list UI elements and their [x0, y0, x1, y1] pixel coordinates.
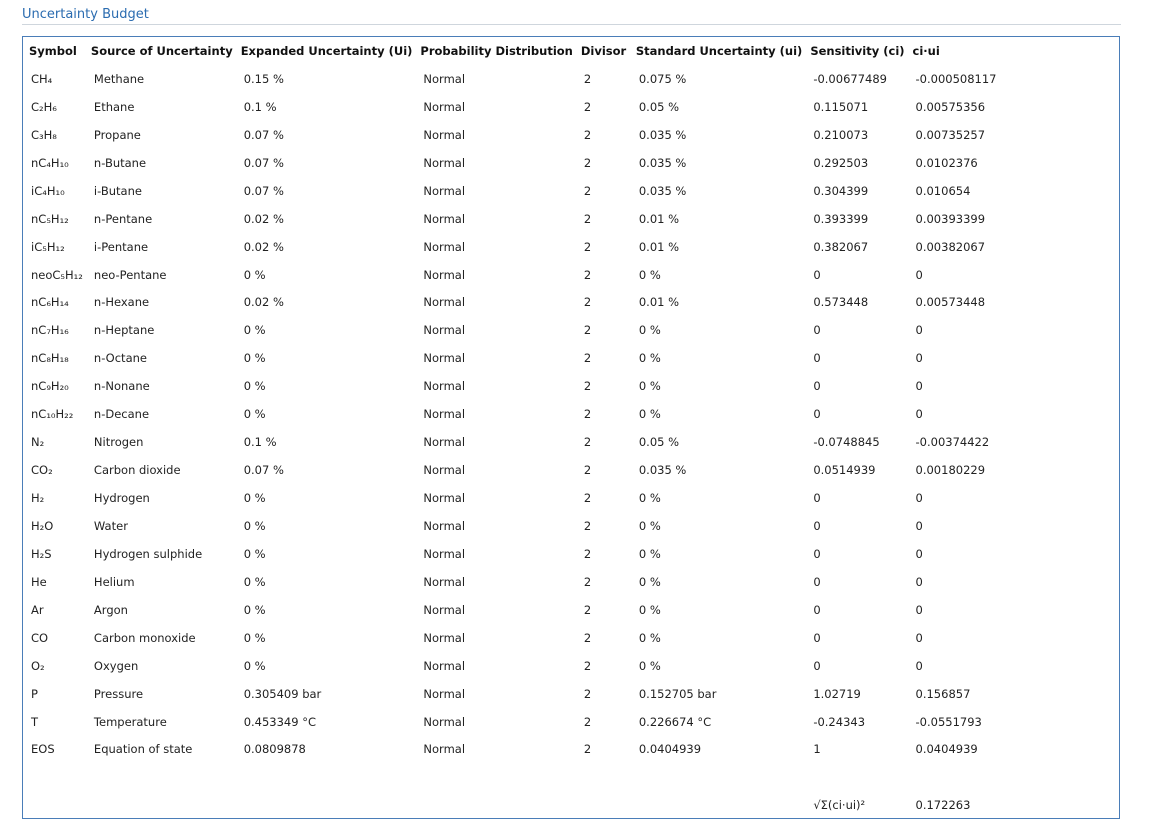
table-row[interactable] — [25, 512, 1001, 540]
divisor-cell: 2 — [583, 518, 592, 533]
sensitivity-cell: 0 — [813, 323, 821, 338]
distribution-cell: Normal — [423, 127, 466, 142]
sensitivity-cell: 0.210073 — [813, 127, 869, 142]
table-row[interactable] — [25, 289, 1001, 317]
expanded-uncertainty-cell: 0.07 % — [243, 463, 284, 478]
symbol-cell: C₃H₈ — [31, 127, 57, 142]
table-row[interactable] — [25, 708, 1001, 736]
symbol-cell: P — [31, 686, 38, 701]
total-empty-cell — [632, 791, 806, 819]
symbol-cell: N₂ — [31, 435, 45, 450]
source-cell: Equation of state — [93, 742, 193, 757]
ci-ui-cell: 0.00180229 — [915, 463, 986, 478]
ci-ui-cell: -0.0551793 — [915, 714, 982, 729]
expanded-uncertainty-cell: 0 % — [243, 658, 266, 673]
table-row[interactable] — [25, 652, 1001, 680]
divisor-cell: 2 — [583, 211, 592, 226]
sensitivity-cell: 0 — [813, 351, 821, 366]
column-header-divisor[interactable]: Divisor — [580, 44, 627, 58]
ci-ui-cell: 0.00382067 — [915, 239, 986, 254]
table-row[interactable] — [25, 344, 1001, 372]
sensitivity-cell: -0.00677489 — [813, 71, 887, 86]
symbol-cell: EOS — [31, 742, 55, 757]
ci-ui-cell: -0.00374422 — [915, 435, 990, 450]
distribution-cell: Normal — [423, 99, 466, 114]
distribution-cell: Normal — [423, 155, 466, 170]
divisor-cell: 2 — [583, 183, 592, 198]
sensitivity-cell: 0 — [813, 658, 821, 673]
table-row[interactable] — [25, 261, 1001, 289]
divisor-cell: 2 — [583, 630, 592, 645]
source-cell: n-Pentane — [93, 211, 153, 226]
standard-uncertainty-cell: 0 % — [638, 351, 661, 366]
distribution-cell: Normal — [423, 491, 466, 506]
distribution-cell: Normal — [423, 379, 466, 394]
symbol-cell: nC₄H₁₀ — [31, 155, 69, 170]
ci-ui-cell: 0 — [915, 351, 923, 366]
column-header-sensitivity[interactable]: Sensitivity (ci) — [810, 44, 905, 58]
table-row[interactable] — [25, 736, 1001, 764]
standard-uncertainty-cell: 0 % — [638, 546, 661, 561]
ci-ui-cell: 0 — [915, 546, 923, 561]
sensitivity-cell: 0.573448 — [813, 295, 869, 310]
ci-ui-cell: 0.0404939 — [915, 742, 978, 757]
sensitivity-cell: 0 — [813, 518, 821, 533]
standard-uncertainty-cell: 0.01 % — [638, 239, 680, 254]
standard-uncertainty-cell: 0.035 % — [638, 183, 687, 198]
divisor-cell: 2 — [583, 491, 592, 506]
distribution-cell: Normal — [423, 267, 466, 282]
source-cell: Argon — [93, 602, 128, 617]
expanded-uncertainty-cell: 0 % — [243, 546, 266, 561]
table-row[interactable] — [25, 568, 1001, 596]
source-cell: Hydrogen sulphide — [93, 546, 203, 561]
standard-uncertainty-cell: 0.035 % — [638, 127, 687, 142]
table-row[interactable] — [25, 121, 1001, 149]
table-row[interactable] — [25, 177, 1001, 205]
source-cell: i-Pentane — [93, 239, 149, 254]
standard-uncertainty-cell: 0 % — [638, 658, 661, 673]
symbol-cell: He — [31, 574, 47, 589]
expanded-uncertainty-cell: 0.02 % — [243, 295, 284, 310]
sensitivity-cell: 0.304399 — [813, 183, 869, 198]
expanded-uncertainty-cell: 0.0809878 — [243, 742, 306, 757]
expanded-uncertainty-cell: 0.02 % — [243, 211, 284, 226]
distribution-cell: Normal — [423, 686, 466, 701]
expanded-uncertainty-cell: 0.07 % — [243, 127, 284, 142]
table-row[interactable] — [25, 484, 1001, 512]
standard-uncertainty-cell: 0 % — [638, 491, 661, 506]
sensitivity-cell: 0.393399 — [813, 211, 869, 226]
divisor-cell: 2 — [583, 546, 592, 561]
symbol-cell: H₂ — [31, 491, 45, 506]
column-header-ci-ui[interactable]: ci·ui — [912, 44, 940, 58]
divisor-cell: 2 — [583, 686, 592, 701]
ci-ui-cell: 0 — [915, 658, 923, 673]
standard-uncertainty-cell: 0.152705 bar — [638, 686, 717, 701]
expanded-uncertainty-cell: 0 % — [243, 267, 266, 282]
divisor-cell: 2 — [583, 295, 592, 310]
source-cell: i-Butane — [93, 183, 142, 198]
expanded-uncertainty-cell: 0.1 % — [243, 99, 277, 114]
combined-uncertainty-value: 0.172263 — [915, 798, 971, 813]
sensitivity-cell: 0 — [813, 546, 821, 561]
sensitivity-cell: 0.382067 — [813, 239, 869, 254]
divisor-cell: 2 — [583, 714, 592, 729]
divisor-cell: 2 — [583, 351, 592, 366]
expanded-uncertainty-cell: 0 % — [243, 379, 266, 394]
table-row[interactable] — [25, 65, 1001, 93]
ci-ui-cell: 0.0102376 — [915, 155, 978, 170]
standard-uncertainty-cell: 0 % — [638, 574, 661, 589]
expanded-uncertainty-cell: 0.305409 bar — [243, 686, 322, 701]
expanded-uncertainty-cell: 0.07 % — [243, 183, 284, 198]
sensitivity-cell: 0 — [813, 602, 821, 617]
title-divider — [22, 24, 1121, 25]
sensitivity-cell: 0.292503 — [813, 155, 869, 170]
column-header-symbol[interactable]: Symbol — [29, 44, 77, 58]
distribution-cell: Normal — [423, 602, 466, 617]
table-row[interactable] — [25, 93, 1001, 121]
divisor-cell: 2 — [583, 574, 592, 589]
table-row[interactable] — [25, 624, 1001, 652]
distribution-cell: Normal — [423, 742, 466, 757]
source-cell: Propane — [93, 127, 141, 142]
standard-uncertainty-cell: 0.05 % — [638, 435, 680, 450]
divisor-cell: 2 — [583, 407, 592, 422]
source-cell: Carbon dioxide — [93, 463, 181, 478]
ci-ui-cell: 0.010654 — [915, 183, 971, 198]
total-empty-cell — [577, 791, 632, 819]
column-header-standard-uncertainty[interactable]: Standard Uncertainty (ui) — [635, 44, 803, 58]
source-cell: n-Octane — [93, 351, 147, 366]
table-row[interactable] — [25, 428, 1001, 456]
ci-ui-cell: 0.156857 — [915, 686, 971, 701]
sensitivity-cell: 0 — [813, 379, 821, 394]
divisor-cell: 2 — [583, 239, 592, 254]
symbol-cell: nC₈H₁₈ — [31, 351, 69, 366]
symbol-cell: nC₇H₁₆ — [31, 323, 69, 338]
total-empty-cell — [25, 791, 87, 819]
symbol-cell: nC₁₀H₂₂ — [31, 407, 74, 422]
table-row[interactable] — [25, 149, 1001, 177]
expanded-uncertainty-cell: 0 % — [243, 323, 266, 338]
divisor-cell: 2 — [583, 267, 592, 282]
divisor-cell: 2 — [583, 742, 592, 757]
standard-uncertainty-cell: 0.01 % — [638, 211, 680, 226]
ci-ui-cell: 0.00575356 — [915, 99, 986, 114]
expanded-uncertainty-cell: 0.02 % — [243, 239, 284, 254]
distribution-cell: Normal — [423, 435, 466, 450]
distribution-cell: Normal — [423, 546, 466, 561]
symbol-cell: nC₅H₁₂ — [31, 211, 69, 226]
distribution-cell: Normal — [423, 239, 466, 254]
table-total-row — [25, 791, 1001, 819]
expanded-uncertainty-cell: 0 % — [243, 518, 266, 533]
spacer-cell — [25, 763, 1001, 791]
column-header-source[interactable]: Source of Uncertainty — [90, 44, 233, 58]
source-cell: Methane — [93, 71, 145, 86]
distribution-cell: Normal — [423, 658, 466, 673]
expanded-uncertainty-cell: 0.453349 °C — [243, 714, 316, 729]
divisor-cell: 2 — [583, 658, 592, 673]
distribution-cell: Normal — [423, 630, 466, 645]
table-row[interactable] — [25, 205, 1001, 233]
standard-uncertainty-cell: 0 % — [638, 323, 661, 338]
divisor-cell: 2 — [583, 602, 592, 617]
source-cell: n-Decane — [93, 407, 150, 422]
divisor-cell: 2 — [583, 323, 592, 338]
source-cell: n-Nonane — [93, 379, 150, 394]
divisor-cell: 2 — [583, 127, 592, 142]
ci-ui-cell: 0 — [915, 323, 923, 338]
ci-ui-cell: 0 — [915, 491, 923, 506]
distribution-cell: Normal — [423, 183, 466, 198]
sensitivity-cell: 0 — [813, 267, 821, 282]
column-header-probability-distribution[interactable]: Probability Distribution — [420, 44, 573, 58]
total-empty-cell — [87, 791, 237, 819]
combined-uncertainty-label: √Σ(ci·ui)² — [813, 798, 866, 813]
table-body — [25, 65, 1001, 819]
distribution-cell: Normal — [423, 714, 466, 729]
table-spacer-row — [25, 763, 1001, 791]
distribution-cell: Normal — [423, 518, 466, 533]
table-row[interactable] — [25, 400, 1001, 428]
source-cell: Pressure — [93, 686, 144, 701]
expanded-uncertainty-cell: 0 % — [243, 630, 266, 645]
ci-ui-cell: 0.00393399 — [915, 211, 986, 226]
divisor-cell: 2 — [583, 435, 592, 450]
standard-uncertainty-cell: 0 % — [638, 518, 661, 533]
source-cell: Oxygen — [93, 658, 139, 673]
standard-uncertainty-cell: 0.075 % — [638, 71, 687, 86]
source-cell: n-Heptane — [93, 323, 155, 338]
ci-ui-cell: 0 — [915, 574, 923, 589]
uncertainty-budget-panel — [22, 36, 1120, 819]
sensitivity-cell: -0.24343 — [813, 714, 866, 729]
standard-uncertainty-cell: 0 % — [638, 602, 661, 617]
ci-ui-cell: 0.00573448 — [915, 295, 986, 310]
table-row[interactable] — [25, 596, 1001, 624]
standard-uncertainty-cell: 0.035 % — [638, 463, 687, 478]
symbol-cell: H₂S — [31, 546, 52, 561]
distribution-cell: Normal — [423, 71, 466, 86]
expanded-uncertainty-cell: 0 % — [243, 574, 266, 589]
page-title: Uncertainty Budget — [22, 7, 149, 22]
distribution-cell: Normal — [423, 574, 466, 589]
symbol-cell: nC₆H₁₄ — [31, 295, 69, 310]
divisor-cell: 2 — [583, 71, 592, 86]
divisor-cell: 2 — [583, 463, 592, 478]
distribution-cell: Normal — [423, 407, 466, 422]
ci-ui-cell: 0 — [915, 267, 923, 282]
symbol-cell: nC₉H₂₀ — [31, 379, 69, 394]
divisor-cell: 2 — [583, 379, 592, 394]
source-cell: Temperature — [93, 714, 167, 729]
standard-uncertainty-cell: 0 % — [638, 407, 661, 422]
source-cell: neo-Pentane — [93, 267, 167, 282]
sensitivity-cell: 0.115071 — [813, 99, 869, 114]
divisor-cell: 2 — [583, 99, 592, 114]
standard-uncertainty-cell: 0 % — [638, 630, 661, 645]
symbol-cell: T — [31, 714, 39, 729]
standard-uncertainty-cell: 0.05 % — [638, 99, 680, 114]
symbol-cell: iC₅H₁₂ — [31, 239, 65, 254]
expanded-uncertainty-cell: 0 % — [243, 407, 266, 422]
source-cell: Hydrogen — [93, 491, 150, 506]
divisor-cell: 2 — [583, 155, 592, 170]
table-row[interactable] — [25, 233, 1001, 261]
distribution-cell: Normal — [423, 211, 466, 226]
symbol-cell: C₂H₆ — [31, 99, 57, 114]
ci-ui-cell: 0 — [915, 379, 923, 394]
source-cell: Helium — [93, 574, 135, 589]
symbol-cell: Ar — [31, 602, 44, 617]
ci-ui-cell: 0 — [915, 602, 923, 617]
standard-uncertainty-cell: 0.0404939 — [638, 742, 702, 757]
distribution-cell: Normal — [423, 463, 466, 478]
symbol-cell: O₂ — [31, 658, 45, 673]
standard-uncertainty-cell: 0.035 % — [638, 155, 687, 170]
standard-uncertainty-cell: 0 % — [638, 379, 661, 394]
source-cell: Nitrogen — [93, 435, 144, 450]
standard-uncertainty-cell: 0.01 % — [638, 295, 680, 310]
table-row[interactable] — [25, 372, 1001, 400]
uncertainty-budget-table — [25, 37, 1001, 819]
table-row[interactable] — [25, 316, 1001, 344]
table-row[interactable] — [25, 456, 1001, 484]
expanded-uncertainty-cell: 0.1 % — [243, 435, 277, 450]
sensitivity-cell: 0.0514939 — [813, 463, 876, 478]
expanded-uncertainty-cell: 0 % — [243, 491, 266, 506]
expanded-uncertainty-cell: 0 % — [243, 351, 266, 366]
table-row[interactable] — [25, 540, 1001, 568]
ci-ui-cell: 0 — [915, 518, 923, 533]
sensitivity-cell: 0 — [813, 491, 821, 506]
symbol-cell: neoC₅H₁₂ — [31, 267, 83, 282]
distribution-cell: Normal — [423, 295, 466, 310]
ci-ui-cell: -0.000508117 — [915, 71, 997, 86]
symbol-cell: H₂O — [31, 518, 54, 533]
sensitivity-cell: 0 — [813, 574, 821, 589]
standard-uncertainty-cell: 0 % — [638, 267, 661, 282]
sensitivity-cell: 0 — [813, 630, 821, 645]
table-row[interactable] — [25, 680, 1001, 708]
source-cell: n-Butane — [93, 155, 147, 170]
column-header-expanded-uncertainty[interactable]: Expanded Uncertainty (Ui) — [240, 44, 413, 58]
standard-uncertainty-cell: 0.226674 °C — [638, 714, 712, 729]
ci-ui-cell: 0.00735257 — [915, 127, 986, 142]
expanded-uncertainty-cell: 0 % — [243, 602, 266, 617]
sensitivity-cell: 1 — [813, 742, 821, 757]
symbol-cell: CH₄ — [31, 71, 53, 86]
source-cell: Carbon monoxide — [93, 630, 196, 645]
symbol-cell: iC₄H₁₀ — [31, 183, 65, 198]
sensitivity-cell: 0 — [813, 407, 821, 422]
ci-ui-cell: 0 — [915, 407, 923, 422]
ci-ui-cell: 0 — [915, 630, 923, 645]
expanded-uncertainty-cell: 0.07 % — [243, 155, 284, 170]
symbol-cell: CO — [31, 630, 49, 645]
distribution-cell: Normal — [423, 351, 466, 366]
source-cell: Water — [93, 518, 128, 533]
source-cell: Ethane — [93, 99, 135, 114]
table-header-row — [25, 37, 1001, 65]
symbol-cell: CO₂ — [31, 463, 53, 478]
source-cell: n-Hexane — [93, 295, 150, 310]
expanded-uncertainty-cell: 0.15 % — [243, 71, 284, 86]
total-empty-cell — [416, 791, 576, 819]
sensitivity-cell: -0.0748845 — [813, 435, 880, 450]
distribution-cell: Normal — [423, 323, 466, 338]
total-empty-cell — [237, 791, 417, 819]
sensitivity-cell: 1.02719 — [813, 686, 861, 701]
